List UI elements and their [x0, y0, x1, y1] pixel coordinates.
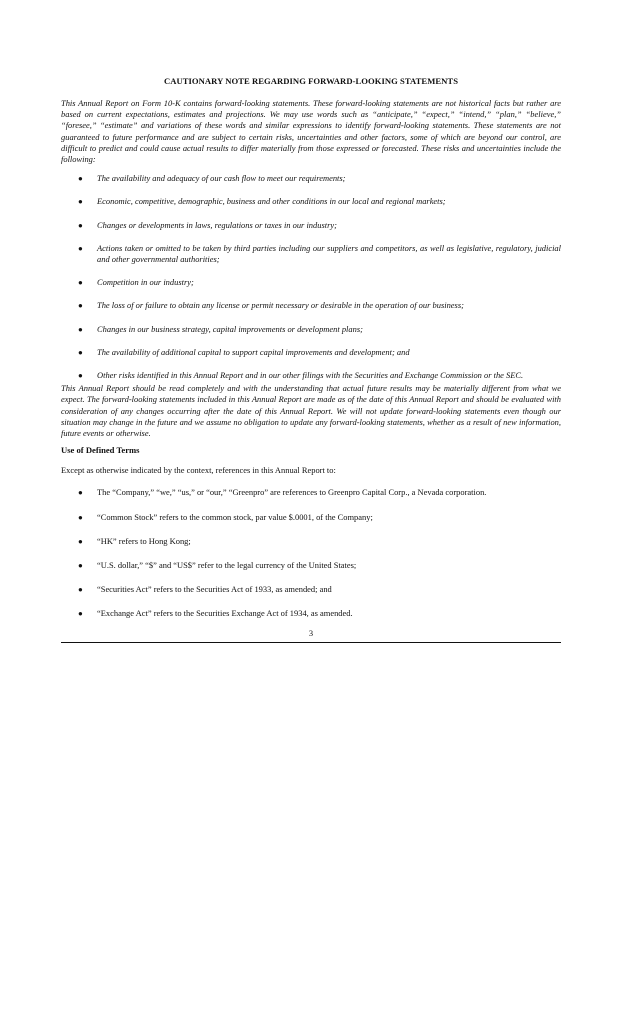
bullet-icon: ● — [78, 347, 83, 357]
list-item: ● The availability of additional capital to support capital improvements and development; and — [78, 346, 410, 357]
forward-looking-intro: This Annual Report on Form 10-K contains forward-looking statements. These forward-looking statements are not historical facts but rather are based on current expectations, estimates and projections. We may use words such as “anticipate,” “expect,” “intend,” “plan,” “believe,” “foresee,” “estimate” and variations of these words and similar expressions to identify forward-looking statements. These statements are not guaranteed to future performance and are subject to certain risks, uncertainties and other factors, some of which are beyond our control, are difficult to predict and could cause actual results to differ materially from those expressed or forecasted. These risks and uncertainties include the following: — [61, 98, 561, 165]
list-item: ● Other risks identified in this Annual Report and in our other filings with the Securities and Exchange Commission or the SEC. — [78, 370, 524, 381]
list-item: ● The availability and adequacy of our cash flow to meet our requirements; — [78, 173, 346, 184]
list-item: ● “Exchange Act” refers to the Securities Exchange Act of 1934, as amended. — [78, 608, 353, 619]
list-item: ● “HK” refers to Hong Kong; — [78, 535, 191, 546]
document-page — [61, 76, 561, 643]
list-item: ● Changes or developments in laws, regulations or taxes in our industry; — [78, 219, 337, 230]
list-item: ● “Common Stock” refers to the common stock, par value $.0001, of the Company; — [78, 511, 373, 522]
bullet-icon: ● — [78, 324, 83, 334]
bullet-icon: ● — [78, 174, 83, 184]
bullet-icon: ● — [78, 585, 83, 595]
bullet-icon: ● — [78, 278, 83, 288]
defined-terms-heading: Use of Defined Terms — [61, 445, 140, 456]
bullet-icon: ● — [78, 536, 83, 546]
bullet-icon: ● — [78, 561, 83, 571]
footer-rule — [61, 642, 561, 643]
bullet-icon: ● — [78, 197, 83, 207]
page-number: 3 — [308, 627, 314, 638]
bullet-icon: ● — [78, 243, 83, 253]
list-item: ● Changes in our business strategy, capital improvements or development plans; — [78, 323, 363, 334]
defined-terms-list — [61, 487, 561, 619]
list-item: ● Competition in our industry; — [78, 277, 194, 288]
bullet-icon: ● — [78, 371, 83, 381]
list-item: ● Actions taken or omitted to be taken by third parties including our suppliers and competitors, as well as legislative, regulatory, judicial and other governmental authorities; — [78, 242, 561, 265]
list-item: ● Economic, competitive, demographic, business and other conditions in our local and regional markets; — [78, 196, 446, 207]
list-item: ● The “Company,” “we,” “us,” or “our,” “Greenpro” are references to Greenpro Capital Corp., a Nevada corporation. — [78, 487, 487, 498]
risk-list — [61, 173, 561, 381]
forward-looking-closing: This Annual Report should be read completely and with the understanding that actual future results may be materially different from what we expect. The forward-looking statements included in this Annual Report are made as of the date of this Annual Report and should be evaluated with consideration of any changes occurring after the date of this Annual Report. We will not update forward-looking statements even though our situation may change in the future and we assume no obligation to update any forward-looking statements, whether as a result of new information, future events or otherwise. — [61, 383, 561, 439]
bullet-icon: ● — [78, 301, 83, 311]
bullet-icon: ● — [78, 512, 83, 522]
list-item: ● “Securities Act” refers to the Securities Act of 1933, as amended; and — [78, 584, 332, 595]
list-item: ● The loss of or failure to obtain any license or permit necessary or desirable in the operation of our business; — [78, 300, 464, 311]
bullet-icon: ● — [78, 609, 83, 619]
defined-terms-intro: Except as otherwise indicated by the context, references in this Annual Report to: — [61, 465, 336, 476]
bullet-icon: ● — [78, 220, 83, 230]
list-item: ● “U.S. dollar,” “$” and “US$” refer to the legal currency of the United States; — [78, 560, 357, 571]
page-title: CAUTIONARY NOTE REGARDING FORWARD-LOOKING STATEMENTS — [163, 76, 459, 86]
bullet-icon: ● — [78, 488, 83, 498]
